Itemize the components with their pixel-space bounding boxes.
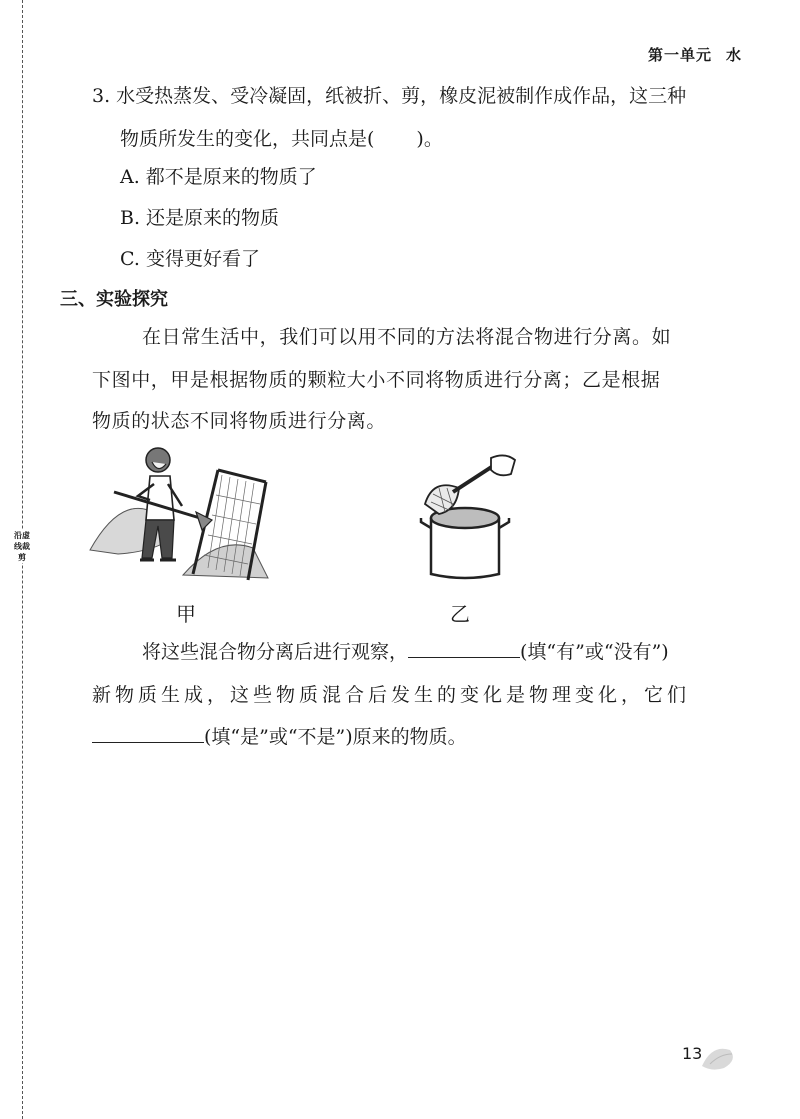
fill-line-1	[142, 637, 669, 664]
caption-yi: 乙	[450, 602, 470, 626]
caption-jia: 甲	[176, 602, 196, 626]
question-3-line1: 3. 水受热蒸发、受冷凝固，纸被折、剪，橡皮泥被制作成作品，这三种	[92, 85, 687, 107]
option-b: B. 还是原来的物质	[120, 207, 280, 229]
fill-line-3	[92, 722, 467, 749]
question-3-line2	[120, 124, 443, 151]
cut-label: 沿虚线裁剪	[14, 531, 30, 562]
strainer-illustration	[395, 448, 535, 588]
fill-text-1b: (填“有”或“没有”)	[520, 641, 669, 663]
answer-blank-1[interactable]	[408, 641, 520, 658]
question-3-stem-b: )。	[416, 128, 443, 150]
option-c: C. 变得更好看了	[120, 248, 260, 270]
fill-line-2: 新物质生成，这些物质混合后发生的变化是物理变化，它们	[92, 684, 691, 706]
page-number-badge	[672, 1040, 742, 1074]
fill-text-3b: (填“是”或“不是”)原来的物质。	[204, 726, 467, 748]
section-title: 三、实验探究	[60, 289, 168, 310]
option-a: A. 都不是原来的物质了	[120, 166, 317, 188]
answer-blank-2[interactable]	[92, 726, 204, 743]
fill-text-1a: 将这些混合物分离后进行观察，	[142, 641, 409, 663]
sieve-illustration	[88, 440, 288, 590]
unit-title: 第一单元	[647, 46, 712, 64]
page-number: 13	[682, 1044, 703, 1063]
question-3-stem-a: 物质所发生的变化，共同点是(	[120, 128, 375, 150]
paragraph-line-3: 物质的状态不同将物质进行分离。	[92, 410, 387, 432]
paragraph-line-1: 在日常生活中，我们可以用不同的方法将混合物进行分离。如	[142, 326, 672, 348]
page-header	[648, 44, 742, 65]
subject-title: 水	[725, 46, 742, 64]
paragraph-line-2: 下图中，甲是根据物质的颗粒大小不同将物质进行分离；乙是根据	[92, 369, 661, 391]
